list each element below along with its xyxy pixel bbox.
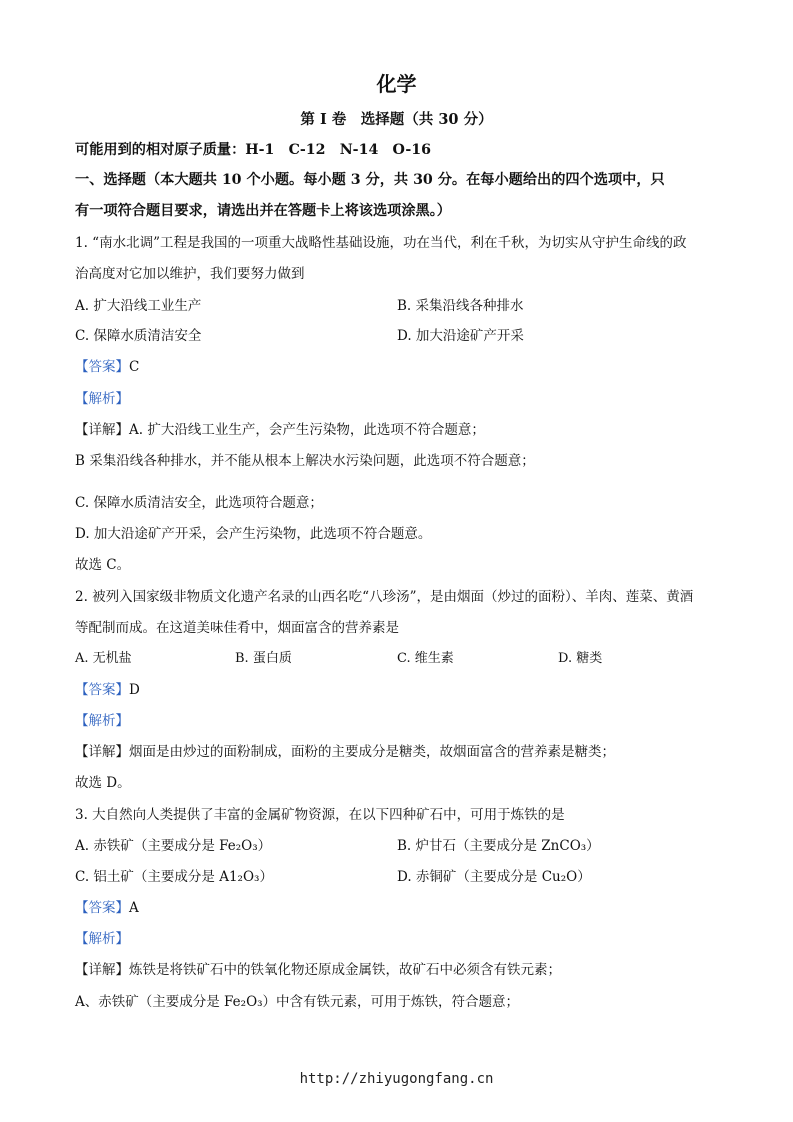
section-instructions-line1: 一、选择题（本大题共 10 个小题。每小题 3 分，共 30 分。在每小题给出的四个选项中，只 xyxy=(75,172,665,188)
detail-tag: 【详解】 xyxy=(75,962,129,978)
q1-option-a: A. 扩大沿线工业生产 xyxy=(75,298,202,314)
detail-text: 烟面是由炒过的面粉制成，面粉的主要成分是糖类，故烟面富含的营养素是糖类； xyxy=(129,744,615,760)
q2-option-a: A. 无机盐 xyxy=(75,651,132,666)
page-title: 化学 xyxy=(376,72,417,96)
q1-answer xyxy=(75,358,139,376)
q3-stem-line1: 3. 大自然向人类提供了丰富的金属矿物资源，在以下四种矿石中，可用于炼铁的是 xyxy=(75,807,565,823)
q2-analysis-tag: 【解析】 xyxy=(75,713,129,729)
q1-detail-b: B 采集沿线各种排水，并不能从根本上解决水污染问题，此选项不符合题意； xyxy=(75,453,535,469)
answer-tag: 【答案】 xyxy=(75,359,129,375)
detail-text: 炼铁是将铁矿石中的铁氧化物还原成金属铁，故矿石中必须含有铁元素； xyxy=(129,962,561,978)
q1-stem-line2: 治高度对它加以维护，我们要努力做到 xyxy=(75,266,305,282)
q3-option-a: A. 赤铁矿（主要成分是 Fe₂O₃） xyxy=(75,838,272,854)
q1-stem-line1: 1. “南水北调”工程是我国的一项重大战略性基础设施，功在当代，利在千秋，为切实从守护生命线的政 xyxy=(75,235,687,251)
q2-option-d: D. 糖类 xyxy=(558,651,603,666)
answer-value: C xyxy=(129,359,140,375)
q3-option-b: B. 炉甘石（主要成分是 ZnCO₃） xyxy=(397,838,600,854)
q3-detail-a: A、赤铁矿（主要成分是 Fe₂O₃）中含有铁元素，可用于炼铁，符合题意； xyxy=(75,994,520,1010)
q3-detail xyxy=(75,961,561,979)
q3-option-d: D. 赤铜矿（主要成分是 Cu₂O） xyxy=(397,869,591,885)
q2-stem-line1: 2. 被列入国家级非物质文化遗产名录的山西名吃“八珍汤”，是由烟面（炒过的面粉）、羊肉、莲菜、黄酒 xyxy=(75,589,694,605)
q3-answer xyxy=(75,899,139,917)
answer-value: D xyxy=(129,682,140,698)
atomic-masses: 可能用到的相对原子质量：H-1 C-12 N-14 O-16 xyxy=(75,142,432,158)
q2-option-c: C. 维生素 xyxy=(397,651,454,666)
q1-detail-a xyxy=(75,421,485,439)
q1-detail-d: D. 加大沿途矿产开采，会产生污染物，此选项不符合题意。 xyxy=(75,526,432,542)
q3-option-c: C. 铝土矿（主要成分是 A1₂O₃） xyxy=(75,869,273,885)
paper-subtitle: 第 I 卷 选择题（共 30 分） xyxy=(300,111,493,128)
q1-option-d: D. 加大沿途矿产开采 xyxy=(397,328,524,344)
q1-option-b: B. 采集沿线各种排水 xyxy=(397,298,524,314)
q2-stem-line2: 等配制而成。在这道美味佳肴中，烟面富含的营养素是 xyxy=(75,620,399,636)
q2-detail xyxy=(75,743,615,761)
section-instructions-line2: 有一项符合题目要求，请选出并在答题卡上将该选项涂黑。） xyxy=(75,203,451,219)
q1-option-c: C. 保障水质清洁安全 xyxy=(75,328,202,344)
q1-conclusion: 故选 C。 xyxy=(75,557,131,573)
q1-analysis-tag: 【解析】 xyxy=(75,391,129,407)
detail-tag: 【详解】 xyxy=(75,422,129,438)
answer-value: A xyxy=(129,900,139,916)
detail-tag: 【详解】 xyxy=(75,744,129,760)
q2-option-b: B. 蛋白质 xyxy=(235,651,292,666)
answer-tag: 【答案】 xyxy=(75,682,129,698)
q3-analysis-tag: 【解析】 xyxy=(75,931,129,947)
q2-conclusion: 故选 D。 xyxy=(75,775,131,791)
footer-url: http://zhiyugongfang.cn xyxy=(299,1071,494,1087)
q2-answer xyxy=(75,681,140,699)
q1-detail-c: C. 保障水质清洁安全，此选项符合题意； xyxy=(75,495,323,511)
detail-text: A. 扩大沿线工业生产，会产生污染物，此选项不符合题意； xyxy=(129,422,485,438)
answer-tag: 【答案】 xyxy=(75,900,129,916)
